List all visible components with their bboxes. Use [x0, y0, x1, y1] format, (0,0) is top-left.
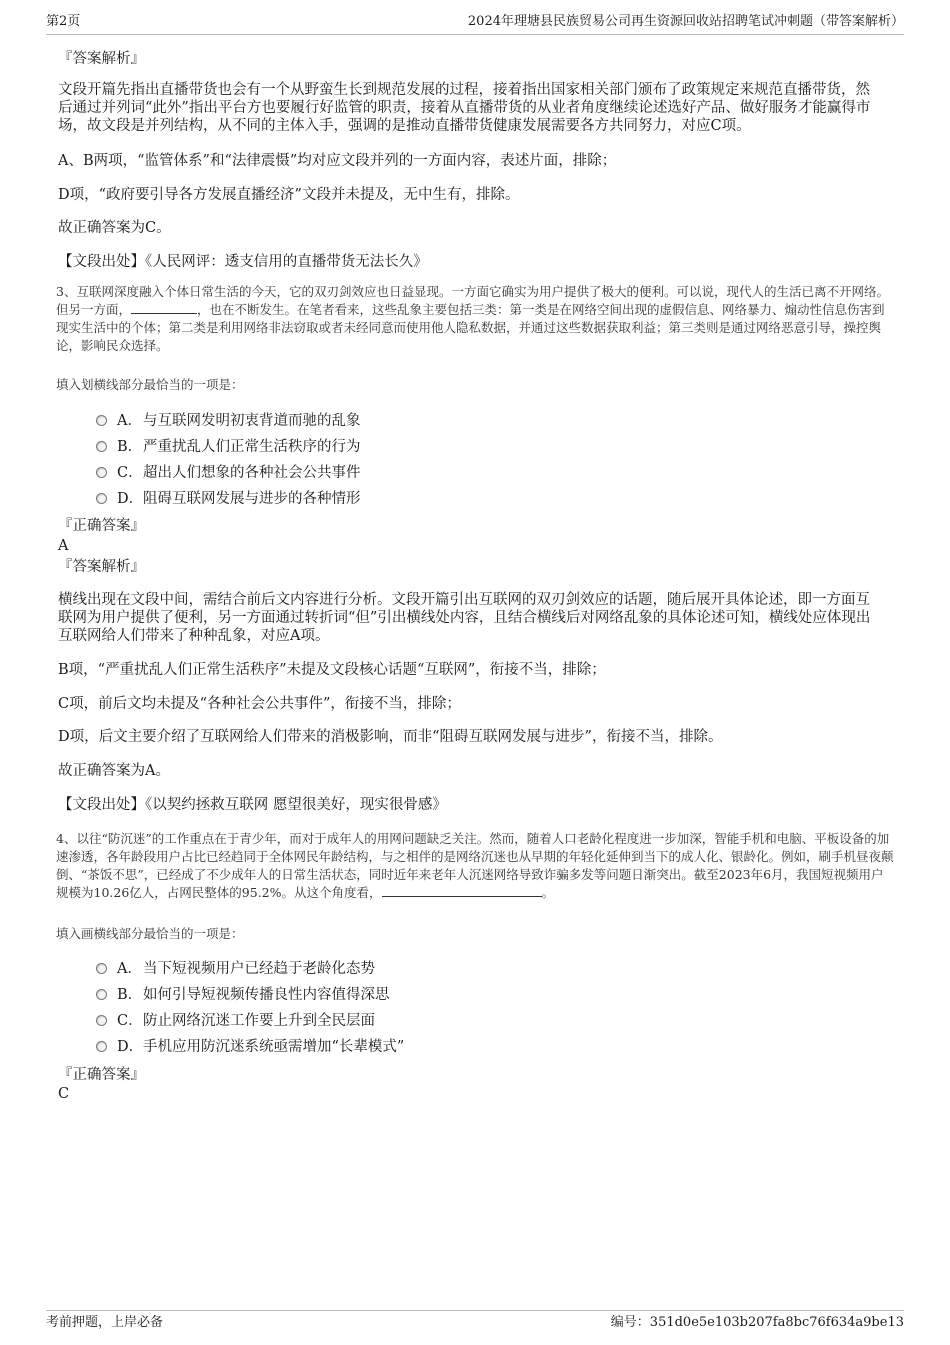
q4-stem: [56, 830, 894, 902]
q3-stem: [56, 283, 894, 355]
q4-blank: [382, 884, 542, 897]
radio-icon[interactable]: [96, 963, 107, 974]
radio-icon[interactable]: [96, 989, 107, 1000]
option-text: 如何引导短视频传播良性内容值得深思: [143, 987, 390, 1003]
page-footer: [46, 1310, 904, 1333]
radio-icon[interactable]: [96, 1041, 107, 1052]
option-letter: D．: [117, 491, 144, 507]
q3-analysis-label: 『答案解析』: [58, 559, 145, 575]
page-header: [46, 14, 904, 35]
q3-analysis-option-d: D项，后文主要介绍了互联网给人们带来的消极影响，而非“阻碍互联网发展与进步”，衔接不当，排除。: [58, 729, 723, 745]
q4-option-b[interactable]: [96, 984, 390, 1006]
radio-icon[interactable]: [96, 493, 107, 504]
q3-option-b[interactable]: [96, 436, 361, 458]
option-letter: C．: [117, 465, 143, 481]
option-text: 阻碍互联网发展与进步的各种情形: [143, 491, 361, 507]
q4-stem-text: 4、以往“防沉迷”的工作重点在于青少年，而对于成年人的用网问题缺乏关注。然而，随着人口老龄化程度进一步加深，智能手机和电脑、平板设备的加速渗透，各年龄段用户占比已经趋同于全体网民年龄结构，与之相伴的是网络沉迷也从早期的年轻化延伸到当下的成人化、银龄化。例如，刷手机昼夜颠倒、“茶饭不思”，已经成了不少成年人的日常生活状态，同时近年来老年人沉迷网络导致诈骗多发等问题日渐突出。截至2023年6月，我国短视频用户规模为10.26亿人，占网民整体的95.2%。从这个角度看，: [56, 831, 894, 900]
q2-source: 【文段出处】《人民网评：透支信用的直播带货无法长久》: [58, 254, 428, 270]
q2-analysis-option-ab: A、B两项，“监管体系”和“法律震慑”均对应文段并列的一方面内容，表述片面，排除；: [58, 153, 617, 169]
radio-icon[interactable]: [96, 415, 107, 426]
q4-prompt: 填入画横线部分最恰当的一项是：: [56, 926, 244, 941]
document-title: 2024年理塘县民族贸易公司再生资源回收站招聘笔试冲刺题（带答案解析）: [467, 14, 904, 29]
q2-analysis-paragraph: 文段开篇先指出直播带货也会有一个从野蛮生长到规范发展的过程，接着指出国家相关部门颁布了政策规定来规范直播带货，然后通过并列词“此外”指出平台方也要履行好监管的职责，接着从直播带货的从业者角度继续论述选好产品、做好服务才能赢得市场，故文段是并列结构，从不同的主体入手，强调的是推动直播带货健康发展需要各方共同努力，对应C项。: [58, 82, 871, 134]
q4-option-d[interactable]: [96, 1036, 404, 1058]
q3-answer: A: [58, 538, 69, 554]
q4-stem-end: 。: [541, 885, 555, 900]
q3-option-a[interactable]: [96, 410, 361, 432]
q4-option-a[interactable]: [96, 958, 375, 980]
option-letter: B．: [117, 439, 143, 455]
option-text: 严重扰乱人们正常生活秩序的行为: [143, 439, 361, 455]
footer-motto: 考前押题，上岸必备: [46, 1315, 164, 1330]
q2-conclusion: 故正确答案为C。: [58, 220, 171, 236]
document-code: 编号：351d0e5e103b207fa8bc76f634a9be13: [610, 1315, 904, 1330]
radio-icon[interactable]: [96, 441, 107, 452]
q4-answer: C: [58, 1086, 70, 1102]
option-text: 超出人们想象的各种社会公共事件: [143, 465, 361, 481]
option-text: 与互联网发明初衷背道而驰的乱象: [143, 413, 361, 429]
option-letter: A．: [117, 413, 142, 429]
option-letter: D．: [117, 1039, 144, 1055]
q3-answer-label: 『正确答案』: [58, 518, 145, 534]
q3-source: 【文段出处】《以契约拯救互联网 愿望很美好，现实很骨感》: [58, 797, 447, 813]
option-text: 手机应用防沉迷系统亟需增加“长辈模式”: [143, 1039, 405, 1055]
q3-blank: [131, 301, 197, 314]
option-text: 防止网络沉迷工作要上升到全民层面: [143, 1013, 375, 1029]
option-letter: A．: [117, 961, 142, 977]
q3-option-d[interactable]: [96, 488, 361, 510]
q3-prompt: 填入划横线部分最恰当的一项是：: [56, 377, 244, 392]
q3-stem-part1: 3、互联网深度融入个体日常生活的今天，它的双刃剑效应也日益显现。一方面它确实为用户提供了极大的便利。可以说，现代人的生活已离不开网络。但另一方面，: [56, 284, 889, 317]
q3-analysis-paragraph: 横线出现在文段中间，需结合前后文内容进行分析。文段开篇引出互联网的双刃剑效应的话题，随后展开具体论述，即一方面互联网为用户提供了便利，另一方面通过转折词“但”引出横线处内容，且结合横线后对网络乱象的具体论述可知，横线处应体现出互联网给人们带来了种种乱象，对应A项。: [58, 592, 871, 644]
q4-option-c[interactable]: [96, 1010, 375, 1032]
option-letter: B．: [117, 987, 143, 1003]
page-number: 第2页: [46, 14, 81, 29]
radio-icon[interactable]: [96, 467, 107, 478]
radio-icon[interactable]: [96, 1015, 107, 1026]
q3-conclusion: 故正确答案为A。: [58, 763, 170, 779]
q3-analysis-option-b: B项，“严重扰乱人们正常生活秩序”未提及文段核心话题“互联网”，衔接不当，排除；: [58, 662, 606, 678]
q2-analysis-option-d: D项，“政府要引导各方发展直播经济”文段并未提及，无中生有，排除。: [58, 187, 520, 203]
q3-analysis-option-c: C项，前后文均未提及“各种社会公共事件”，衔接不当，排除；: [58, 696, 461, 712]
option-text: 当下短视频用户已经趋于老龄化态势: [143, 961, 375, 977]
option-letter: C．: [117, 1013, 143, 1029]
q4-answer-label: 『正确答案』: [58, 1067, 145, 1083]
q3-option-c[interactable]: [96, 462, 361, 484]
q2-analysis-label: 『答案解析』: [58, 51, 145, 67]
q3-stem-part2: ，也在不断发生。在笔者看来，这些乱象主要包括三类：第一类是在网络空间出现的虚假信息、网络暴力、煽动性信息伤害到现实生活中的个体；第二类是利用网络非法窃取或者未经同意而使用他人隐私数据，并通过这些数据获取利益；第三类则是通过网络恶意引导，操控舆论，影响民众选择。: [56, 302, 885, 353]
